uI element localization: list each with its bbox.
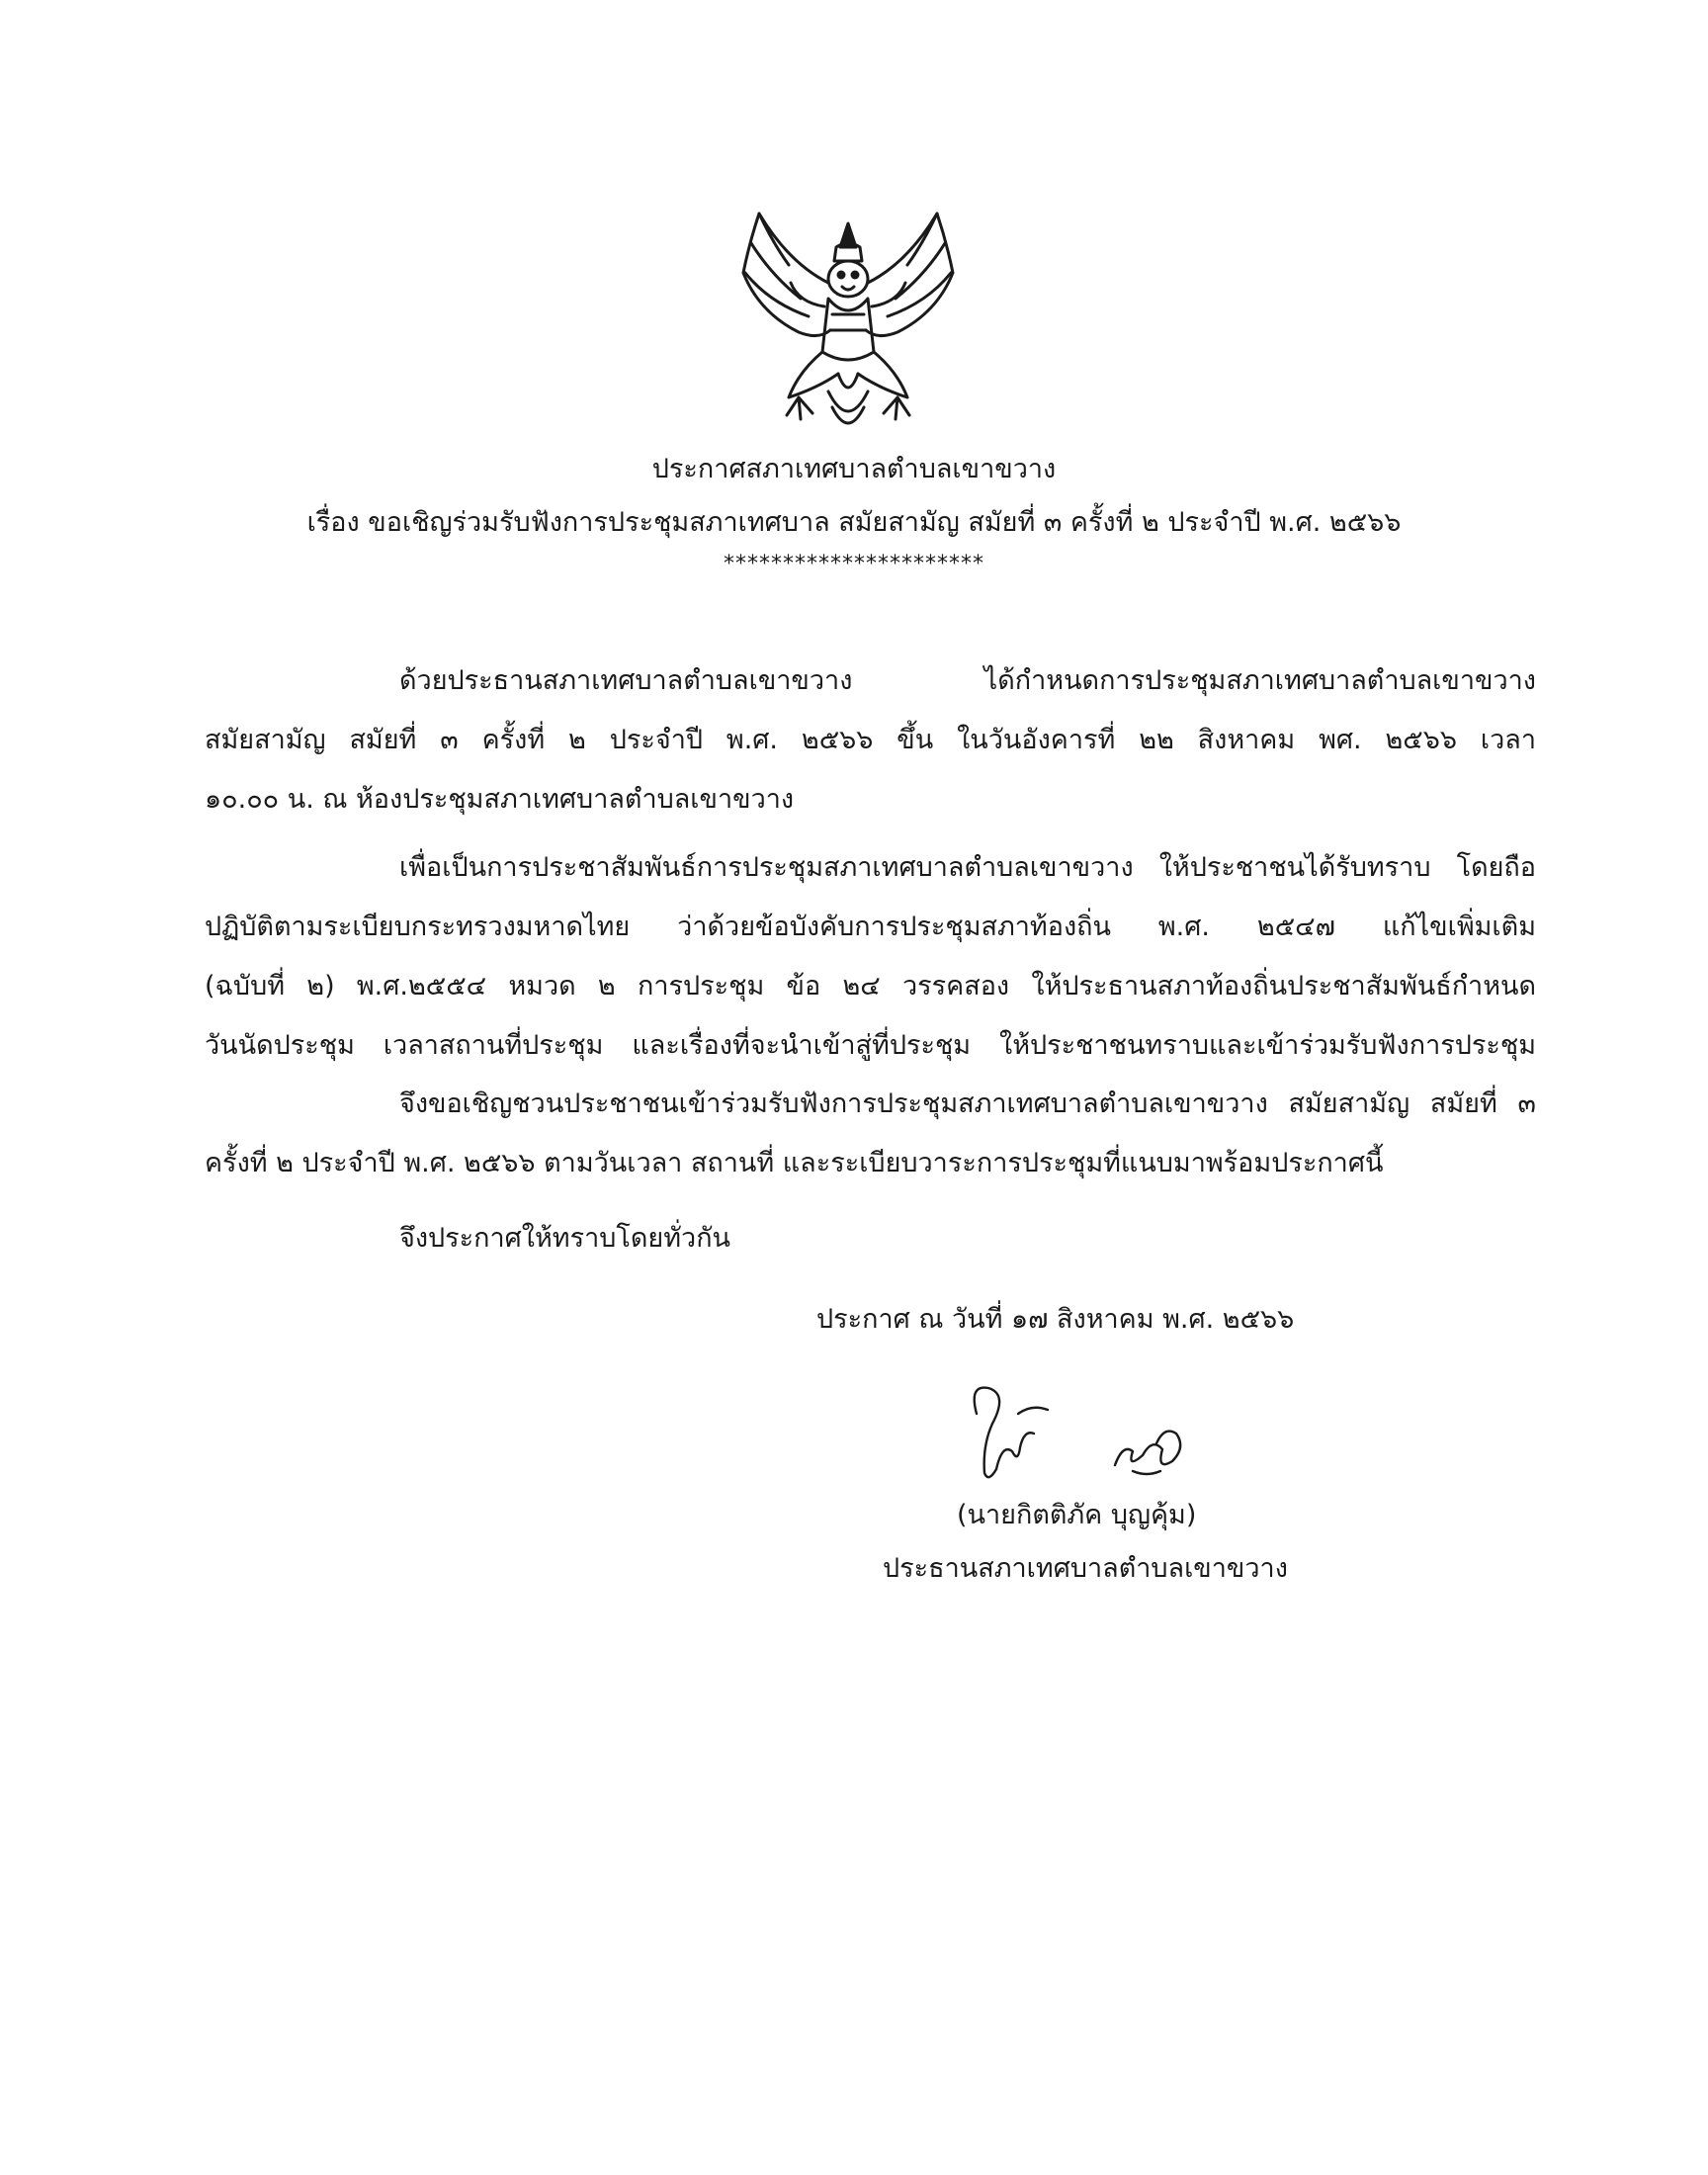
garuda-emblem-icon [729,204,967,445]
paragraph2-line1: เพื่อเป็นการประชาสัมพันธ์การประชุมสภาเทศบาลตำบลเขาขวาง ให้ประชาชนได้รับทราบ โดยถือ [399,852,1536,883]
signer-name: (นายกิตติภัค บุญคุ้ม) [957,1500,1197,1530]
announcement-subject: เรื่อง ขอเชิญร่วมรับฟังการประชุมสภาเทศบาล สมัยสามัญ สมัยที่ ๓ ครั้งที่ ๒ ประจำปี พ.ศ. ๒๕๖๖ [306,507,1402,538]
paragraph3-line1: จึงขอเชิญชวนประชาชนเข้าร่วมรับฟังการประชุมสภาเทศบาลตำบลเขาขวาง สมัยสามัญ สมัยที่ ๓ [399,1088,1536,1119]
paragraph1-line2: สมัยสามัญ สมัยที่ ๓ ครั้งที่ ๒ ประจำปี พ.ศ. ๒๕๖๖ ขึ้น ในวันอังคารที่ ๒๒ สิงหาคม พศ. ๒๕๖๖ เวลา [205,725,1536,755]
announcement-title: ประกาศสภาเทศบาลตำบลเขาขวาง [651,454,1057,484]
handwritten-signature-icon [949,1374,1226,1493]
separator-stars: ********************** [724,552,984,576]
paragraph1-line1: ด้วยประธานสภาเทศบาลตำบลเขาขวาง ได้กำหนดการประชุมสภาเทศบาลตำบลเขาขวาง [399,665,1536,696]
paragraph2-line3: (ฉบับที่ ๒) พ.ศ.๒๕๕๔ หมวด ๒ การประชุม ข้อ ๒๔ วรรคสอง ให้ประธานสภาท้องถิ่นประชาสัมพันธ์กำหนด [205,971,1536,1001]
announcement-date: ประกาศ ณ วันที่ ๑๗ สิงหาคม พ.ศ. ๒๕๖๖ [816,1304,1295,1335]
closing-statement: จึงประกาศให้ทราบโดยทั่วกัน [399,1223,730,1254]
paragraph1-line3: ๑๐.๐๐ น. ณ ห้องประชุมสภาเทศบาลตำบลเขาขวาง [205,784,795,815]
paragraph3-line2: ครั้งที่ ๒ ประจำปี พ.ศ. ๒๕๖๖ ตามวันเวลา สถานที่ และระเบียบวาระการประชุมที่แนบมาพร้อมประกาศนี้ [205,1148,1384,1178]
paragraph2-line4: วันนัดประชุม เวลาสถานที่ประชุม และเรื่องที่จะนำเข้าสู่ที่ประชุม ให้ประชาชนทราบและเข้าร่วมรับฟังการประชุม [205,1030,1536,1061]
paragraph2-line2: ปฏิบัติตามระเบียบกระทรวงมหาดไทย ว่าด้วยข้อบังคับการประชุมสภาท้องถิ่น พ.ศ. ๒๕๔๗ แก้ไขเพิ่มเติม [205,912,1536,942]
signer-position: ประธานสภาเทศบาลตำบลเขาขวาง [883,1553,1288,1584]
